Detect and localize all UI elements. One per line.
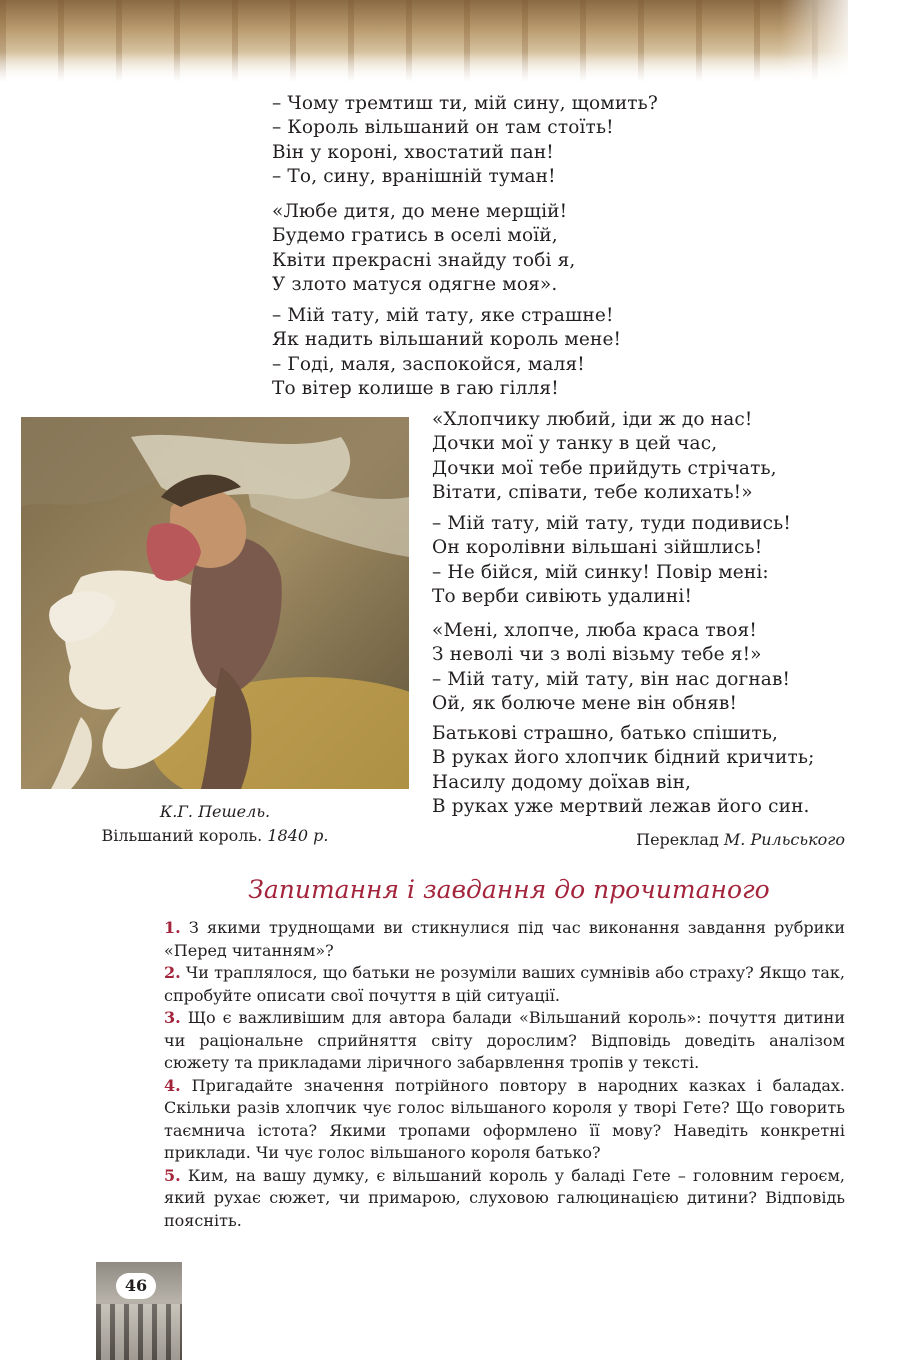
questions-list <box>164 917 845 1232</box>
page-number: 46 <box>116 1273 156 1299</box>
question-item <box>164 917 845 962</box>
poem-line: – Не бійся, мій синку! Повір мені: <box>432 561 769 583</box>
painting-caption <box>21 800 409 848</box>
poem-line: З неволі чи з волі візьму тебе я!» <box>432 644 762 666</box>
page-number-column-image <box>96 1262 182 1360</box>
question-item <box>164 1165 845 1233</box>
poem-line: «Хлопчику любий, іди ж до нас! <box>432 409 753 430</box>
poem-stanza-1 <box>272 92 658 189</box>
poem-line: Дочки мої у танку в цей час, <box>432 433 718 455</box>
poem-line: То вітер колише в гаю гілля! <box>272 377 559 399</box>
section-title: Запитання і завдання до прочитаного <box>248 875 770 904</box>
question-text: Що є важливішим для автора балади «Вільшаний король»: почуття дитини чи раціональне сприйняття світу дорослим? Відповідь доведіть аналізом сюжету та прикладами ліричного забарвлення тропів у тексті. <box>164 1008 845 1072</box>
question-item <box>164 1075 845 1165</box>
question-item <box>164 1007 845 1075</box>
caption-title: Вільшаний король. <box>101 826 263 845</box>
poem-line: «Мені, хлопче, люба краса твоя! <box>432 620 757 641</box>
translator-prefix: Переклад <box>636 830 719 849</box>
poem-stanza-5 <box>432 512 791 609</box>
question-text: З якими труднощами ви стикнулися під час виконання завдання рубрики «Перед читанням»? <box>164 918 846 960</box>
poem-line: – Мій тату, мій тату, він нас догнав! <box>432 668 791 690</box>
poem-line: Він у короні, хвостатий пан! <box>272 141 554 163</box>
painting-illustration <box>21 417 409 789</box>
caption-year: 1840 р. <box>267 826 329 845</box>
poem-stanza-6 <box>432 619 790 716</box>
poem-line: – Годі, маля, заспокойся, маля! <box>272 353 585 375</box>
poem-line: «Любе дитя, до мене мерщій! <box>272 201 568 222</box>
poem-line: Батькові страшно, батько спішить, <box>432 723 779 744</box>
poem-line: Будемо гратись в оселі моїй, <box>272 225 558 247</box>
poem-stanza-4 <box>432 408 777 505</box>
poem-line: – Мій тату, мій тату, яке страшне! <box>272 305 614 326</box>
question-number: 2. <box>164 963 181 982</box>
poem-line: Дочки мої тебе прийдуть стрічать, <box>432 457 777 479</box>
poem-stanza-2 <box>272 200 575 297</box>
translator-credit <box>580 828 845 852</box>
header-fade <box>780 0 860 82</box>
question-item <box>164 962 845 1007</box>
question-number: 3. <box>164 1008 181 1027</box>
question-text: Пригадайте значення потрійного повтору в народних казках і баладах. Скільки разів хлопчик чує голос вільшаного короля у творі Гете? Що говорить таємнича істота? Якими тропами оформлено її мову? Наведіть конкретні приклади. Чи чує голос вільшаного короля батько? <box>164 1075 846 1162</box>
question-number: 5. <box>164 1165 181 1185</box>
poem-stanza-3 <box>272 304 621 401</box>
question-number: 1. <box>164 918 181 937</box>
poem-line: – Чому тремтиш ти, мій сину, щомить? <box>272 93 658 114</box>
question-text: Ким, на вашу думку, є вільшаний король у баладі Гете – головним героєм, який рухає сюжет, чи примарою, слуховою галюцинацією дитини? Відповідь поясніть. <box>164 1165 846 1230</box>
poem-line: В руках уже мертвий лежав його син. <box>432 795 810 817</box>
poem-line: Вітати, співати, тебе колихать!» <box>432 481 753 503</box>
poem-line: В руках його хлопчик бідний кричить; <box>432 747 815 769</box>
translator-name: М. Рильського <box>723 830 845 849</box>
painting-erlking <box>21 417 409 789</box>
poem-stanza-7 <box>432 722 815 819</box>
poem-line: То верби сивіють удалині! <box>432 585 693 607</box>
poem-line: Квіти прекрасні знайду тобі я, <box>272 249 576 271</box>
poem-line: – То, сину, вранішній туман! <box>272 165 556 187</box>
poem-line: – Мій тату, мій тату, туди подивись! <box>432 513 791 534</box>
header-ceiling-image <box>0 0 848 82</box>
poem-line: Он королівни вільшані зійшлись! <box>432 537 763 559</box>
question-text: Чи траплялося, що батьки не розуміли ваших сумнівів або страху? Якщо так, спробуйте описати свої почуття в цій ситуації. <box>164 963 845 1005</box>
poem-line: Насилу додому доїхав він, <box>432 771 692 793</box>
poem-line: – Король вільшаний он там стоїть! <box>272 117 614 139</box>
question-number: 4. <box>164 1075 181 1095</box>
caption-author: К.Г. Пешель. <box>159 802 271 821</box>
poem-line: Ой, як болюче мене він обняв! <box>432 692 738 714</box>
poem-line: У злото матуся одягне моя». <box>272 273 558 295</box>
poem-line: Як надить вільшаний король мене! <box>272 329 622 351</box>
